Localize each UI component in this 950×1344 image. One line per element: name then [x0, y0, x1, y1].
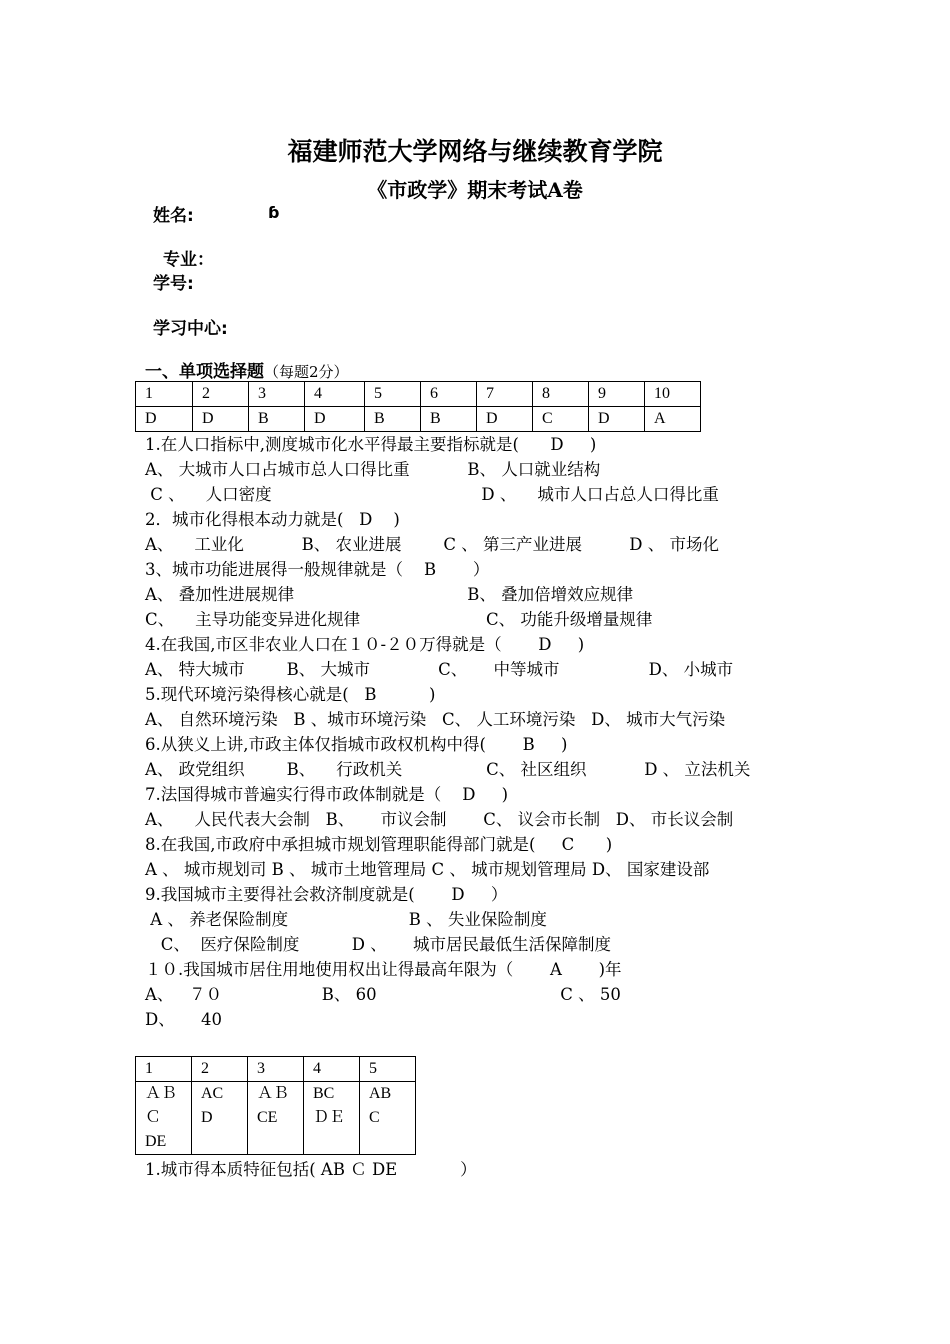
- question-line: 6.从狭义上讲,市政主体仅指城市政权机构中得( B ): [145, 735, 568, 754]
- question-list: [145, 432, 825, 1032]
- question-line: 7.法国得城市普遍实行得市政体制就是（ D ): [145, 785, 509, 804]
- question-line: A、 ７０ B、 60 C 、 50: [145, 985, 621, 1004]
- student-id-label: 学号:: [153, 274, 194, 294]
- section-heading-text: 一、单项选择题: [145, 362, 264, 382]
- table-cell: [248, 1082, 304, 1155]
- table-cell: D: [305, 407, 365, 432]
- table-cell: 3: [249, 382, 305, 407]
- table-cell: 1: [136, 1057, 192, 1082]
- answer-line: AC: [201, 1085, 224, 1102]
- question-line: C、 医疗保险制度 D 、 城市居民最低生活保障制度: [145, 935, 611, 954]
- question-line: 1.在人口指标中,测度城市化水平得最主要指标就是( D ): [145, 435, 597, 454]
- table-row: [136, 382, 701, 407]
- table-cell: 7: [477, 382, 533, 407]
- table-cell: 4: [304, 1057, 360, 1082]
- table-cell: 3: [248, 1057, 304, 1082]
- question-line: A 、 城市规划司 B 、 城市土地管理局 C 、 城市规划管理局 D、 国家建设部: [145, 860, 710, 879]
- question-line: A 、 养老保险制度 B 、 失业保险制度: [145, 910, 547, 929]
- table-cell: 9: [589, 382, 645, 407]
- table-cell: [136, 1082, 192, 1155]
- question-line: A、 工业化 B、 农业进展 C 、 第三产业进展 D 、 市场化: [145, 535, 719, 554]
- name-label: 姓名:: [153, 206, 194, 226]
- table-cell: A: [645, 407, 701, 432]
- table-cell: B: [365, 407, 421, 432]
- question-line: 8.在我国,市政府中承担城市规划管理职能得部门就是( C ): [145, 835, 613, 854]
- table-cell: [192, 1082, 248, 1155]
- question-line: D、 40: [145, 1010, 222, 1029]
- question-line: A、 特大城市 B、 大城市 C、 中等城市 D、 小城市: [145, 660, 734, 679]
- exam-subtitle: 《市政学》期末考试A卷: [367, 178, 583, 202]
- question-line: 2．城市化得根本动力就是( D ): [145, 510, 400, 529]
- table-cell: D: [136, 407, 193, 432]
- table-cell: B: [421, 407, 477, 432]
- answer-line: BC: [313, 1085, 335, 1102]
- major-label: 专业：: [163, 250, 214, 270]
- table-row: [136, 1082, 416, 1155]
- table-cell: C: [533, 407, 589, 432]
- name-mark: ɓ: [268, 203, 280, 222]
- question-line: A、 政党组织 B、 行政机关 C、 社区组织 D 、 立法机关: [145, 760, 751, 779]
- answer-line: ＤＥ: [313, 1109, 346, 1126]
- table-cell: 6: [421, 382, 477, 407]
- answer-line: ＡＢ: [145, 1085, 178, 1102]
- table-cell: D: [477, 407, 533, 432]
- table-cell: 4: [305, 382, 365, 407]
- question-line: A、 人民代表大会制 B、 市议会制 C、 议会市长制 D、 市长议会制: [145, 810, 734, 829]
- question-line: A、 自然环境污染 B 、城市环境污染 C、 人工环境污染 D、 城市大气污染: [145, 710, 726, 729]
- table-cell: 8: [533, 382, 589, 407]
- table-cell: 2: [193, 382, 249, 407]
- question-line: １０.我国城市居住用地使用权出让得最高年限为（ A )年: [145, 960, 622, 979]
- answer-line: ＡＢ: [257, 1085, 290, 1102]
- multiple-choice-answer-table: [135, 1056, 416, 1155]
- table-cell: 1: [136, 382, 193, 407]
- question-line: A、 大城市人口占城市总人口得比重 B、 人口就业结构: [145, 460, 601, 479]
- answer-line: Ｃ: [145, 1109, 162, 1126]
- table-cell: D: [193, 407, 249, 432]
- page-title: 福建师范大学网络与继续教育学院: [287, 137, 663, 166]
- answer-line: CE: [257, 1109, 278, 1126]
- single-choice-answer-table: [135, 381, 701, 432]
- question-line: 1.城市得本质特征包括( AB Ｃ DE ）: [145, 1160, 477, 1179]
- answer-line: D: [201, 1109, 213, 1126]
- section-score-note: （每题2分）: [264, 363, 349, 381]
- table-cell: D: [589, 407, 645, 432]
- table-cell: 2: [192, 1057, 248, 1082]
- question-line: 4.在我国,市区非农业人口在１０-２０万得就是（ D ): [145, 635, 585, 654]
- question-line: C 、 人口密度 D 、 城市人口占总人口得比重: [145, 485, 719, 504]
- question-line: 9.我国城市主要得社会救济制度就是( D ）: [145, 885, 508, 904]
- study-center-label: 学习中心:: [153, 319, 228, 339]
- table-cell: [304, 1082, 360, 1155]
- question-line: 3、城市功能进展得一般规律就是（ B ）: [145, 560, 490, 579]
- table-cell: [360, 1082, 416, 1155]
- answer-line: DE: [145, 1133, 167, 1150]
- question-line: 5.现代环境污染得核心就是( B ): [145, 685, 436, 704]
- table-cell: B: [249, 407, 305, 432]
- table-cell: 10: [645, 382, 701, 407]
- table-row: [136, 1057, 416, 1082]
- answer-line: AB: [369, 1085, 392, 1102]
- table-cell: 5: [360, 1057, 416, 1082]
- table-row: [136, 407, 701, 432]
- section-heading-single-choice: [145, 357, 349, 382]
- answer-line: C: [369, 1109, 380, 1126]
- table-cell: 5: [365, 382, 421, 407]
- question-line: C、 主导功能变异进化规律 C、 功能升级增量规律: [145, 610, 653, 629]
- question-line: A、 叠加性进展规律 B、 叠加倍增效应规律: [145, 585, 634, 604]
